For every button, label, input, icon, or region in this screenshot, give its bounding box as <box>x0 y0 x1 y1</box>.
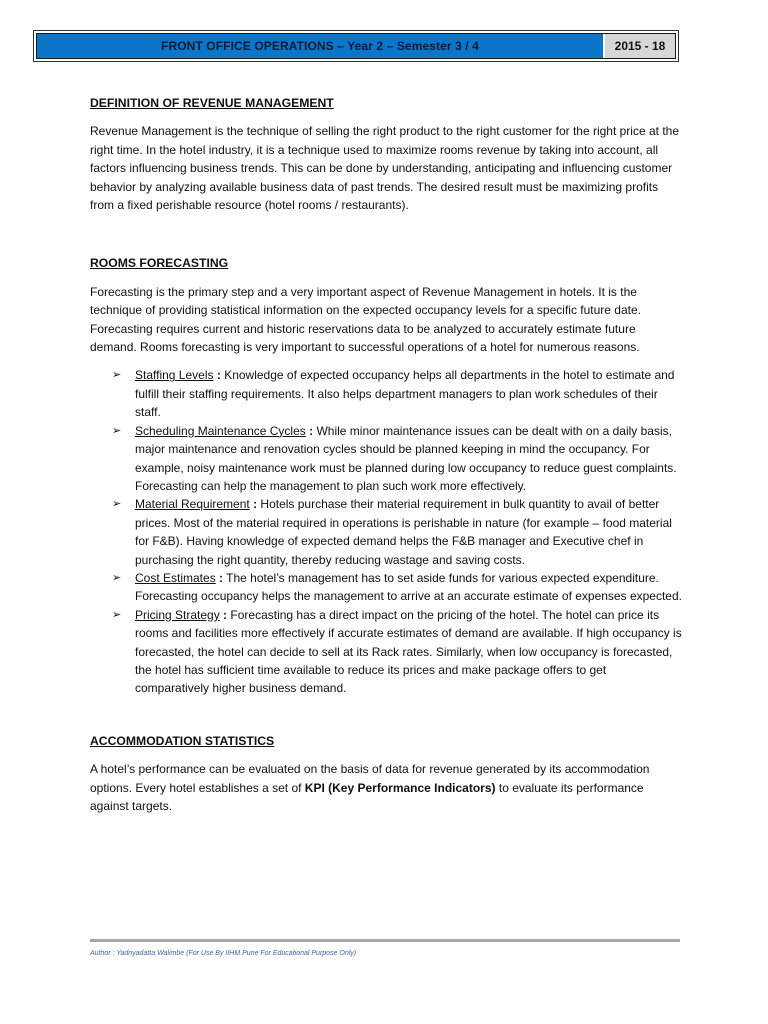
kpi-text-start: A hotel’s performance can be evaluated on the basis of data for revenue generated by its accommodation options. Every hotel establishes a set of <box>90 762 650 795</box>
bullet-term: Scheduling Maintenance Cycles <box>135 423 306 438</box>
kpi-text-bold: KPI (Key Performance Indicators) <box>304 780 496 795</box>
bullet-term: Cost Estimates <box>135 570 216 585</box>
bullet-text: Hotels purchase their material requirement in bulk quantity to avail of better prices. Most of the material required in operations is perishable in nature (for example – food material for F&B). Having knowledge of expected demand helps the F&B manager and Executive chef in purchasing the right quantity, thereby reducing wastage and saving costs. <box>135 497 672 567</box>
forecasting-reasons-list <box>90 366 682 697</box>
arrow-bullet-icon: ➢ <box>112 498 122 511</box>
bullet-colon: : <box>216 368 221 383</box>
bullet-term: Pricing Strategy <box>135 607 220 622</box>
list-item <box>90 569 682 606</box>
bullet-term: Material Requirement <box>135 497 250 512</box>
bullet-text: While minor maintenance issues can be dealt with on a daily basis, major maintenance and renovation cycles should be planned keeping in mind the occupancy. For example, noisy maintenance work must be planned during low occupancy to reduce guest complaints. Forecasting can help the management to plan such work more effectively. <box>135 423 677 493</box>
list-item <box>90 422 682 496</box>
list-item <box>90 606 682 698</box>
heading-rooms-forecasting: ROOMS FORECASTING <box>90 256 229 271</box>
bullet-text: The hotel’s management has to set aside funds for various expected expenditure. Forecasting occupancy helps the management to arrive at an accurate estimate of expenses expected. <box>135 570 682 604</box>
bullet-colon: : <box>253 497 258 512</box>
heading-accommodation-statistics: ACCOMMODATION STATISTICS <box>90 733 275 748</box>
footer-divider <box>90 939 680 942</box>
list-item <box>90 495 682 569</box>
document-body <box>90 94 682 815</box>
paragraph-rooms-forecasting: Forecasting is the primary step and a very important aspect of Revenue Management in hotels. It is the technique of providing statistical information on the expected occupancy levels for a specific future date. Forecasting requires current and historic reservations data to be analyzed to accurately estimate future demand. Rooms forecasting is very important to successful operations of a hotel for numerous reasons. <box>90 284 641 355</box>
bullet-text: Knowledge of expected occupancy helps all departments in the hotel to estimate and fulfill their staffing requirements. It also helps department managers to plan work schedules of their staff. <box>135 368 675 420</box>
kpi-text-end: to evaluate its performance against targets. <box>90 780 644 813</box>
footer-author: Author : Yadnyadatta Walimbe (For Use By IIHM Pune For Educational Purpose Only) <box>90 950 357 957</box>
arrow-bullet-icon: ➢ <box>112 608 122 621</box>
heading-revenue-management: DEFINITION OF REVENUE MANAGEMENT <box>90 96 334 110</box>
bullet-term: Staffing Levels <box>135 368 214 383</box>
arrow-bullet-icon: ➢ <box>112 369 122 382</box>
arrow-bullet-icon: ➢ <box>112 424 122 437</box>
paragraph-revenue-management: Revenue Management is the technique of selling the right product to the right customer for the right price at the right time. In the hotel industry, it is a technique used to maximize rooms revenue by taking into account, all factors influencing business trends. This can be done by understanding, anticipating and influencing customer behavior by analyzing available business data of past trends. The desired result must be maximizing profits from a fixed perishable resource (hotel rooms / restaurants). <box>90 124 680 213</box>
list-item <box>90 366 682 421</box>
header-bar <box>36 33 676 59</box>
bullet-colon: : <box>219 570 224 585</box>
header-title: FRONT OFFICE OPERATIONS – Year 2 – Semester 3 / 4 <box>37 34 605 58</box>
page-header <box>33 30 679 62</box>
header-year: 2015 - 18 <box>605 34 675 58</box>
arrow-bullet-icon: ➢ <box>112 571 122 584</box>
bullet-colon: : <box>309 423 314 438</box>
bullet-text: Forecasting has a direct impact on the pricing of the hotel. The hotel can price its rooms and facilities more effectively if accurate estimates of demand are available. If high occupancy is forecasted, the hotel can decide to sell at its Rack rates. Similarly, when low occupancy is forecasted, the hotel has sufficient time available to reduce its prices and make package offers to get comparatively higher business demand. <box>135 607 682 696</box>
bullet-colon: : <box>223 607 228 622</box>
paragraph-accommodation-statistics <box>90 760 682 815</box>
